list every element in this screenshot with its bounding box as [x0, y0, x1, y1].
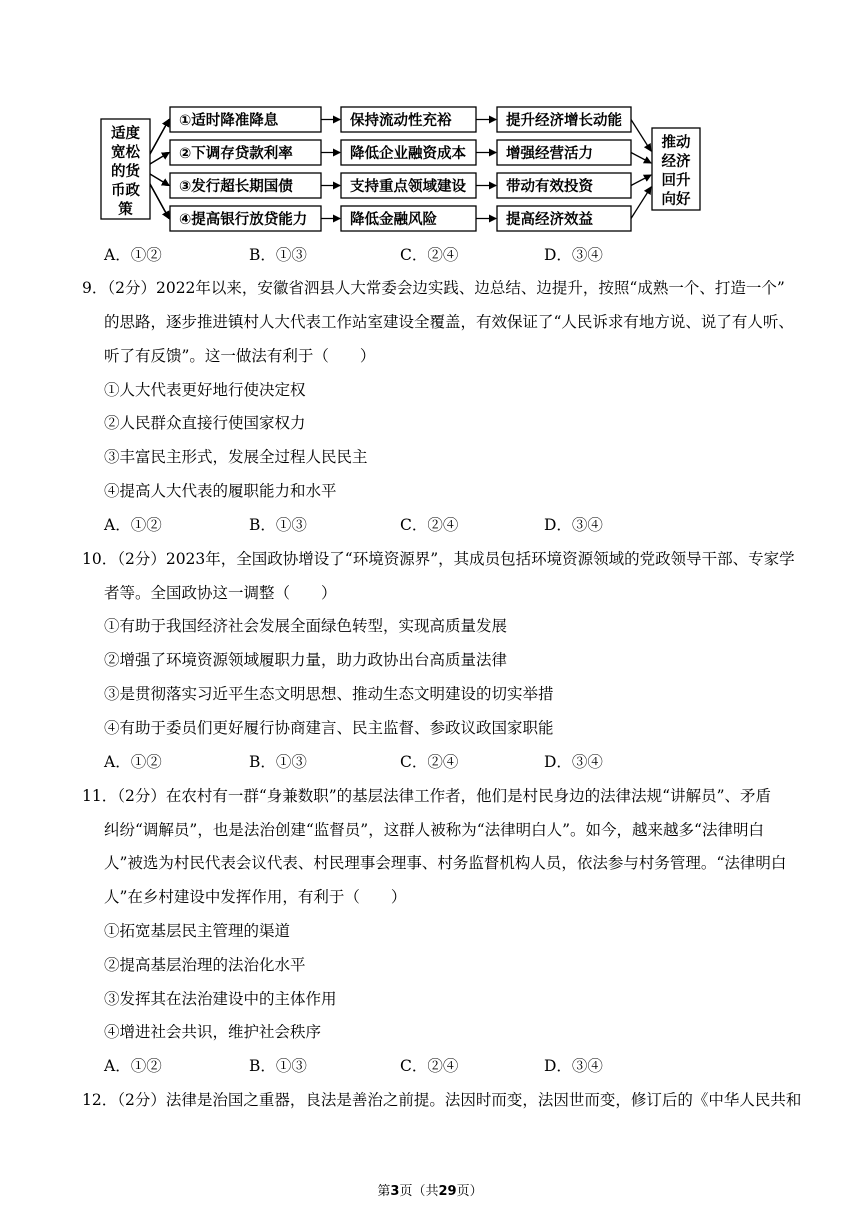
q10-item-2: ②增强了环境资源领域履职力量，助力政协出台高质量法律	[104, 651, 508, 669]
q10-option-b[interactable]: B．①③	[249, 753, 307, 771]
q8-option-d[interactable]: D．③④	[544, 246, 603, 264]
q8-option-a[interactable]: A．①②	[104, 246, 162, 264]
left-label-line-4: 币政	[111, 183, 140, 199]
col1-label-2: ②下调存贷款利率	[179, 146, 293, 162]
q11-line-3: 人”被选为村民代表会议代表、村民理事会理事、村务监督机构人员，依法参与村务管理。“法律明白	[104, 854, 787, 872]
q11-item-1: ①拓宽基层民主管理的渠道	[104, 922, 291, 940]
q8-option-c[interactable]: C．②④	[400, 246, 459, 264]
q9-item-3: ③丰富民主形式，发展全过程人民民主	[104, 448, 368, 466]
right-label-line-2: 经济	[661, 154, 691, 170]
left-label-line-1: 适度	[111, 126, 140, 142]
col3-label-3: 带动有效投资	[506, 179, 593, 195]
q9-option-a[interactable]: A．①②	[104, 516, 162, 534]
q10-line-2: 者等。全国政协这一调整（ ）	[104, 584, 337, 602]
right-label-line-1: 推动	[661, 135, 691, 151]
col2-label-4: 降低金融风险	[350, 212, 437, 228]
col1-label-3: ③发行超长期国债	[179, 179, 293, 195]
q10-item-4: ④有助于委员们更好履行协商建言、民主监督、参政议政国家职能	[104, 719, 554, 737]
q9-item-2: ②人民群众直接行使国家权力	[104, 414, 306, 432]
flow-arrows	[150, 120, 651, 219]
col1-label-4: ④提高银行放贷能力	[179, 212, 308, 228]
q9-item-1: ①人大代表更好地行使决定权	[104, 381, 306, 399]
q11-item-3: ③发挥其在法治建设中的主体作用	[104, 990, 337, 1008]
q10-option-a[interactable]: A．①②	[104, 753, 162, 771]
q9-line-3: 听了有反馈”。这一做法有利于（ ）	[104, 347, 376, 365]
policy-flow-diagram	[0, 0, 860, 240]
q11-option-b[interactable]: B．①③	[249, 1057, 307, 1075]
col2-label-1: 保持流动性充裕	[350, 113, 452, 129]
footer-page-number: 3	[390, 1184, 400, 1199]
q9-line-2: 的思路，逐步推进镇村人大代表工作站室建设全覆盖，有效保证了“人民诉求有地方说、说了有人听、	[104, 313, 794, 331]
col3-label-2: 增强经营活力	[506, 146, 593, 162]
q10-item-1: ①有助于我国经济社会发展全面绿色转型，实现高质量发展	[104, 617, 508, 635]
col3-label-4: 提高经济效益	[506, 212, 593, 228]
footer-suffix: 页）	[456, 1184, 483, 1199]
arrow-from-policy-row-3	[150, 174, 169, 186]
col3-label-1: 提升经济增长动能	[506, 113, 622, 129]
arrow-from-policy-row-1	[150, 120, 169, 155]
flow-boxes	[170, 107, 631, 231]
footer-prefix: 第	[377, 1184, 391, 1199]
q9-option-c[interactable]: C．②④	[400, 516, 459, 534]
q11-line-4: 人”在乡村建设中发挥作用，有利于（ ）	[104, 888, 407, 906]
page-footer	[0, 1180, 860, 1199]
arrow-from-policy-row-4	[150, 184, 169, 219]
left-label-line-5: 策	[118, 202, 133, 218]
q11-option-c[interactable]: C．②④	[400, 1057, 459, 1075]
left-label-line-3: 的货	[111, 164, 140, 180]
col2-label-3: 支持重点领域建设	[350, 179, 466, 195]
q11-item-4: ④增进社会共识，维护社会秩序	[104, 1023, 322, 1041]
q9-line-1: 9．（2分）2022年以来，安徽省泗县人大常委会边实践、边总结、边提升，按照“成熟一个、打造一个”	[82, 279, 785, 297]
q9-item-4: ④提高人大代表的履职能力和水平	[104, 482, 337, 500]
right-label-line-4: 向好	[661, 192, 691, 208]
col2-label-2: 降低企业融资成本	[350, 146, 466, 162]
q11-line-1: 11．（2分）在农村有一群“身兼数职”的基层法律工作者，他们是村民身边的法律法规“讲解员”、矛盾	[82, 787, 772, 805]
arrow-from-policy-row-2	[150, 153, 169, 165]
footer-mid: 页（共	[399, 1184, 439, 1199]
q11-line-2: 纠纷“调解员”，也是法治创建“监督员”，这群人被称为“法律明白人”。如今，越来越多“法律明白	[104, 821, 764, 839]
q10-line-1: 10．（2分）2023年，全国政协增设了“环境资源界”，其成员包括环境资源领域的党政领导干部、专家学	[82, 550, 795, 568]
q10-option-d[interactable]: D．③④	[544, 753, 603, 771]
arrow-to-result-row-4	[631, 187, 651, 219]
col1-label-1: ①适时降准降息	[179, 113, 279, 129]
footer-total-pages: 29	[438, 1184, 457, 1199]
q11-item-2: ②提高基层治理的法治化水平	[104, 956, 306, 974]
right-label-line-3: 回升	[661, 173, 691, 189]
left-label-line-2: 宽松	[111, 145, 140, 161]
q10-option-c[interactable]: C．②④	[400, 753, 459, 771]
q10-item-3: ③是贯彻落实习近平生态文明思想、推动生态文明建设的切实举措	[104, 685, 554, 703]
q11-option-a[interactable]: A．①②	[104, 1057, 162, 1075]
arrow-to-result-row-1	[631, 120, 651, 152]
arrow-to-result-row-3	[631, 175, 651, 186]
q12-line-1: 12．（2分）法律是治国之重器，良法是善治之前提。法因时而变，法因世而变，修订后的《中华人民共和	[82, 1091, 802, 1109]
q11-option-d[interactable]: D．③④	[544, 1057, 603, 1075]
q9-option-d[interactable]: D．③④	[544, 516, 603, 534]
q8-option-b[interactable]: B．①③	[249, 246, 307, 264]
q9-option-b[interactable]: B．①③	[249, 516, 307, 534]
arrow-to-result-row-2	[631, 153, 651, 164]
